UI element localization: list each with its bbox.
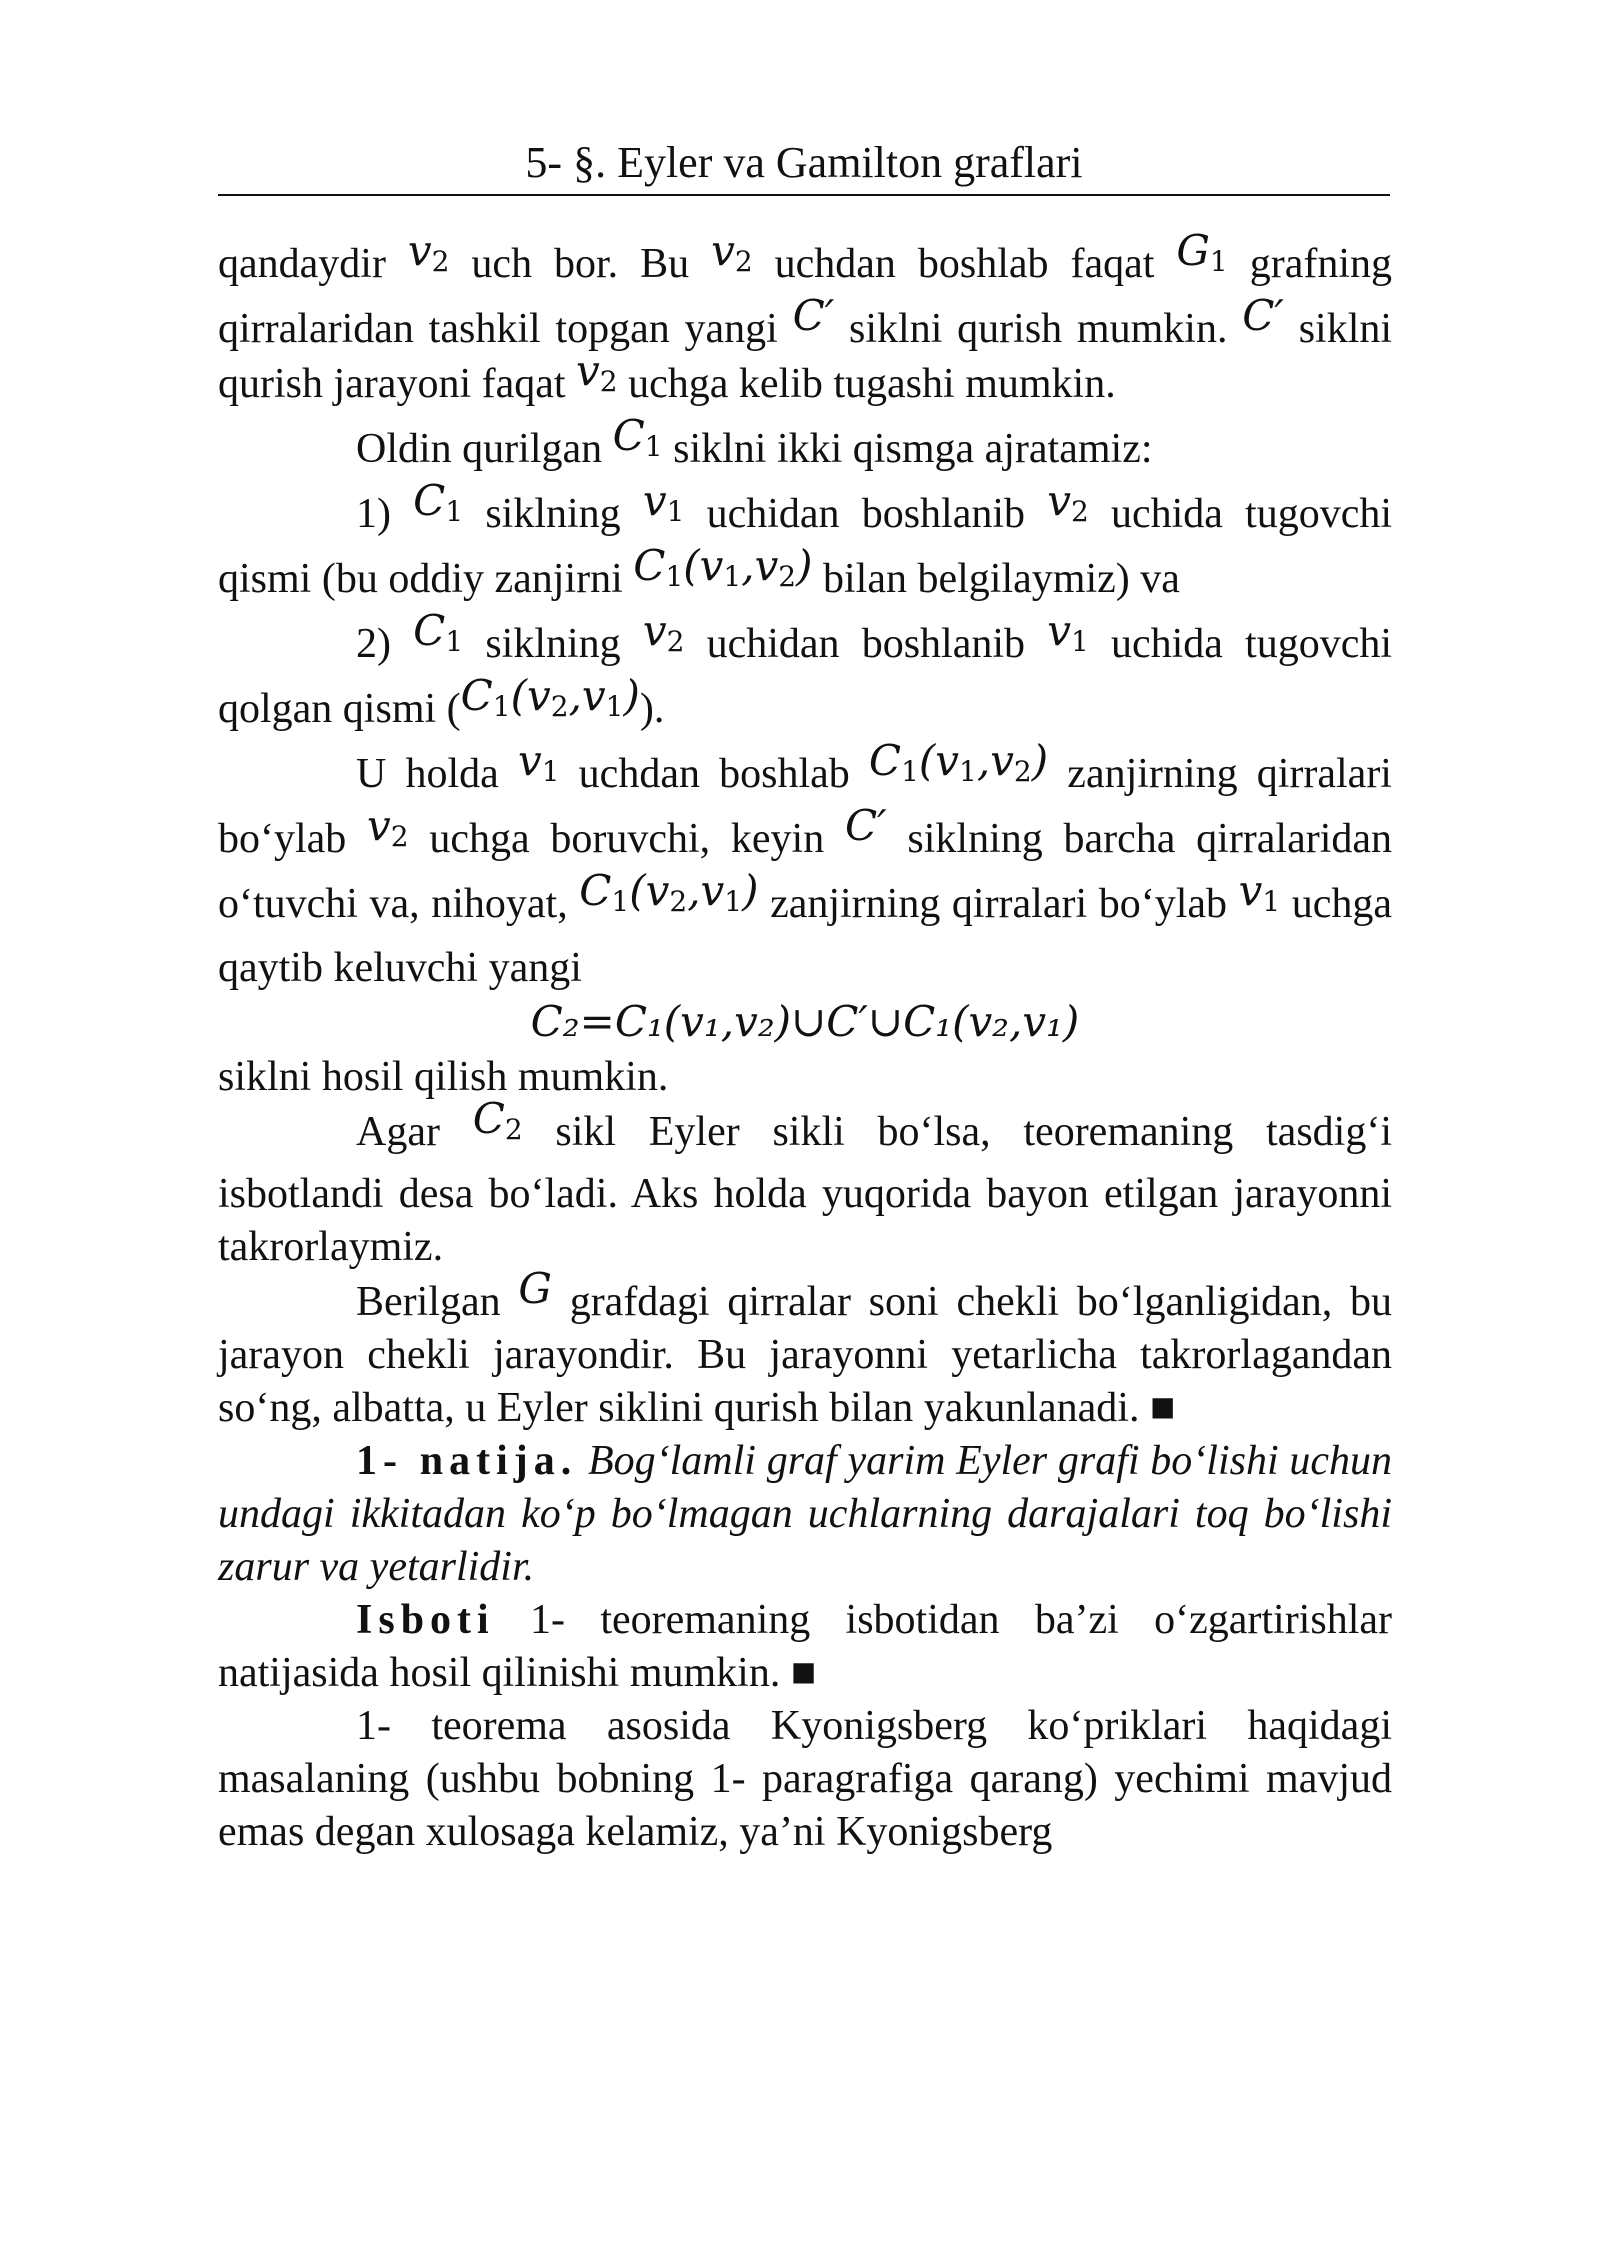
paragraph-5 xyxy=(218,736,1393,995)
text: uchga kelib tugashi mumkin. xyxy=(628,361,1116,407)
text: sikl Eyler sikli bo‘lsa, teoremaning tasdig‘i isbotlandi desa bo‘ladi. Aks holda yuqorida bayon etilgan jarayonni takrorlaymiz. xyxy=(218,1109,1392,1270)
proof-text: 1- teoremaning isbotidan ba’zi o‘zgartirishlar natijasida hosil qilinishi mumkin. ■ xyxy=(218,1597,1392,1696)
formula-c2: C₂=C₁(v₁,v₂)∪C′∪C₁(v₂,v₁) xyxy=(530,997,1080,1046)
math-v1: $v_1$ xyxy=(517,736,560,788)
text: siklni qurish jarayoni faqat xyxy=(218,306,1393,407)
text: qandaydir xyxy=(218,241,386,287)
text: uch bor. Bu xyxy=(471,241,690,287)
math-c-prime: C′ xyxy=(1242,291,1284,340)
paragraph-7 xyxy=(218,1094,1392,1274)
paragraph-11: 1- teorema asosida Kyonigsberg ko‘priklari haqidagi masalaning (ushbu bobning 1- paragrafiga qarang) yechimi mavjud emas degan xulosaga kelamiz, ya’ni Kyonigsberg xyxy=(218,1703,1392,1855)
math-c1: $C_1$ xyxy=(413,606,464,658)
text: uchida tugovchi qolgan qismi ( xyxy=(218,621,1393,732)
text: siklning xyxy=(485,491,621,537)
math-v2: $v_2$ xyxy=(711,226,753,278)
text: Oldin qurilgan xyxy=(356,426,603,472)
proof-label: Isboti xyxy=(356,1597,495,1643)
math-v2: $v_2$ xyxy=(1047,476,1089,528)
text: 2) xyxy=(356,621,391,667)
paragraph-2 xyxy=(218,411,1392,486)
text: bilan belgilaymiz) va xyxy=(823,556,1180,602)
math-v1: $v_1$ xyxy=(642,476,685,528)
math-v2: $v_2$ xyxy=(407,226,450,278)
math-v2: $v_2$ xyxy=(576,346,618,398)
math-chain-c1-v2-v1: $C_1(v_2,v_1)$ xyxy=(460,671,640,723)
math-c-prime: C′ xyxy=(844,801,887,850)
text: grafning qirralaridan tashkil topgan yangi xyxy=(218,241,1392,352)
text: siklni ikki qismga ajratamiz: xyxy=(673,426,1153,472)
math-v2: $v_2$ xyxy=(367,801,409,853)
text: grafdagi qirralar soni chekli bo‘lganligidan, bu jarayon chekli jarayondir. Bu jarayonni yetarlicha takrorlagandan so‘ng, albatta, u Eyler siklini qurish bilan yakunlanadi. ■ xyxy=(218,1279,1393,1431)
text: uchga qaytib keluvchi yangi xyxy=(218,881,1392,991)
paragraph-3 xyxy=(218,476,1393,616)
corollary-text: Bog‘lamli graf yarim Eyler grafi bo‘lishi uchun undagi ikkitadan ko‘p bo‘lmagan uchlarning darajalari toq bo‘lishi zarur va yetarlidir. xyxy=(218,1438,1393,1590)
math-chain-c1-v2-v1: $C_1(v_2,v_1)$ xyxy=(579,866,759,918)
math-v2: $v_2$ xyxy=(642,606,685,658)
proof xyxy=(218,1594,1392,1700)
text: zanjirning qirralari bo‘ylab xyxy=(770,881,1228,927)
math-g: G xyxy=(518,1264,552,1313)
text: siklni qurish mumkin. xyxy=(849,306,1228,352)
display-formula xyxy=(218,995,1392,1050)
text: zanjirning qirralari bo‘ylab xyxy=(218,751,1392,862)
math-g1: $G_1$ xyxy=(1176,226,1228,278)
paragraph-6: siklni hosil qilish mumkin. xyxy=(218,1054,669,1100)
page-body xyxy=(218,226,1393,1859)
text: uchidan boshlanib xyxy=(706,621,1026,667)
math-v1: $v_1$ xyxy=(1047,606,1089,658)
text: Agar xyxy=(356,1109,440,1155)
text: 1) xyxy=(356,491,391,537)
math-v1: $v_1$ xyxy=(1238,866,1281,918)
corollary-label: 1- natija. xyxy=(356,1438,578,1484)
text: ). xyxy=(639,686,665,732)
math-c2: $C_2$ xyxy=(472,1094,523,1146)
paragraph-8 xyxy=(218,1264,1393,1435)
text: siklning barcha qirralaridan o‘tuvchi va, nihoyat, xyxy=(218,816,1393,927)
text: uchdan boshlab faqat xyxy=(774,241,1155,287)
text: U holda xyxy=(356,751,499,797)
math-c1: $C_1$ xyxy=(612,411,663,463)
text: uchidan boshlanib xyxy=(706,491,1026,537)
math-c1: $C_1$ xyxy=(413,476,464,528)
text: Berilgan xyxy=(356,1279,501,1325)
math-c-prime: C′ xyxy=(792,291,835,340)
text: uchida tugovchi qismi (bu oddiy zanjirni xyxy=(218,491,1393,602)
text: siklning xyxy=(485,621,621,667)
paragraph-4 xyxy=(218,606,1393,746)
corollary-1 xyxy=(218,1435,1392,1594)
paragraph-1 xyxy=(218,226,1393,421)
math-chain-c1-v1-v2: $C_1(v_1,v_2)$ xyxy=(868,736,1049,788)
text: uchdan boshlab xyxy=(578,751,850,797)
running-header: 5- §. Eyler va Gamilton graflari xyxy=(218,138,1390,196)
math-chain-c1-v1-v2: $C_1(v_1,v_2)$ xyxy=(633,541,813,593)
text: uchga boruvchi, keyin xyxy=(429,816,825,862)
